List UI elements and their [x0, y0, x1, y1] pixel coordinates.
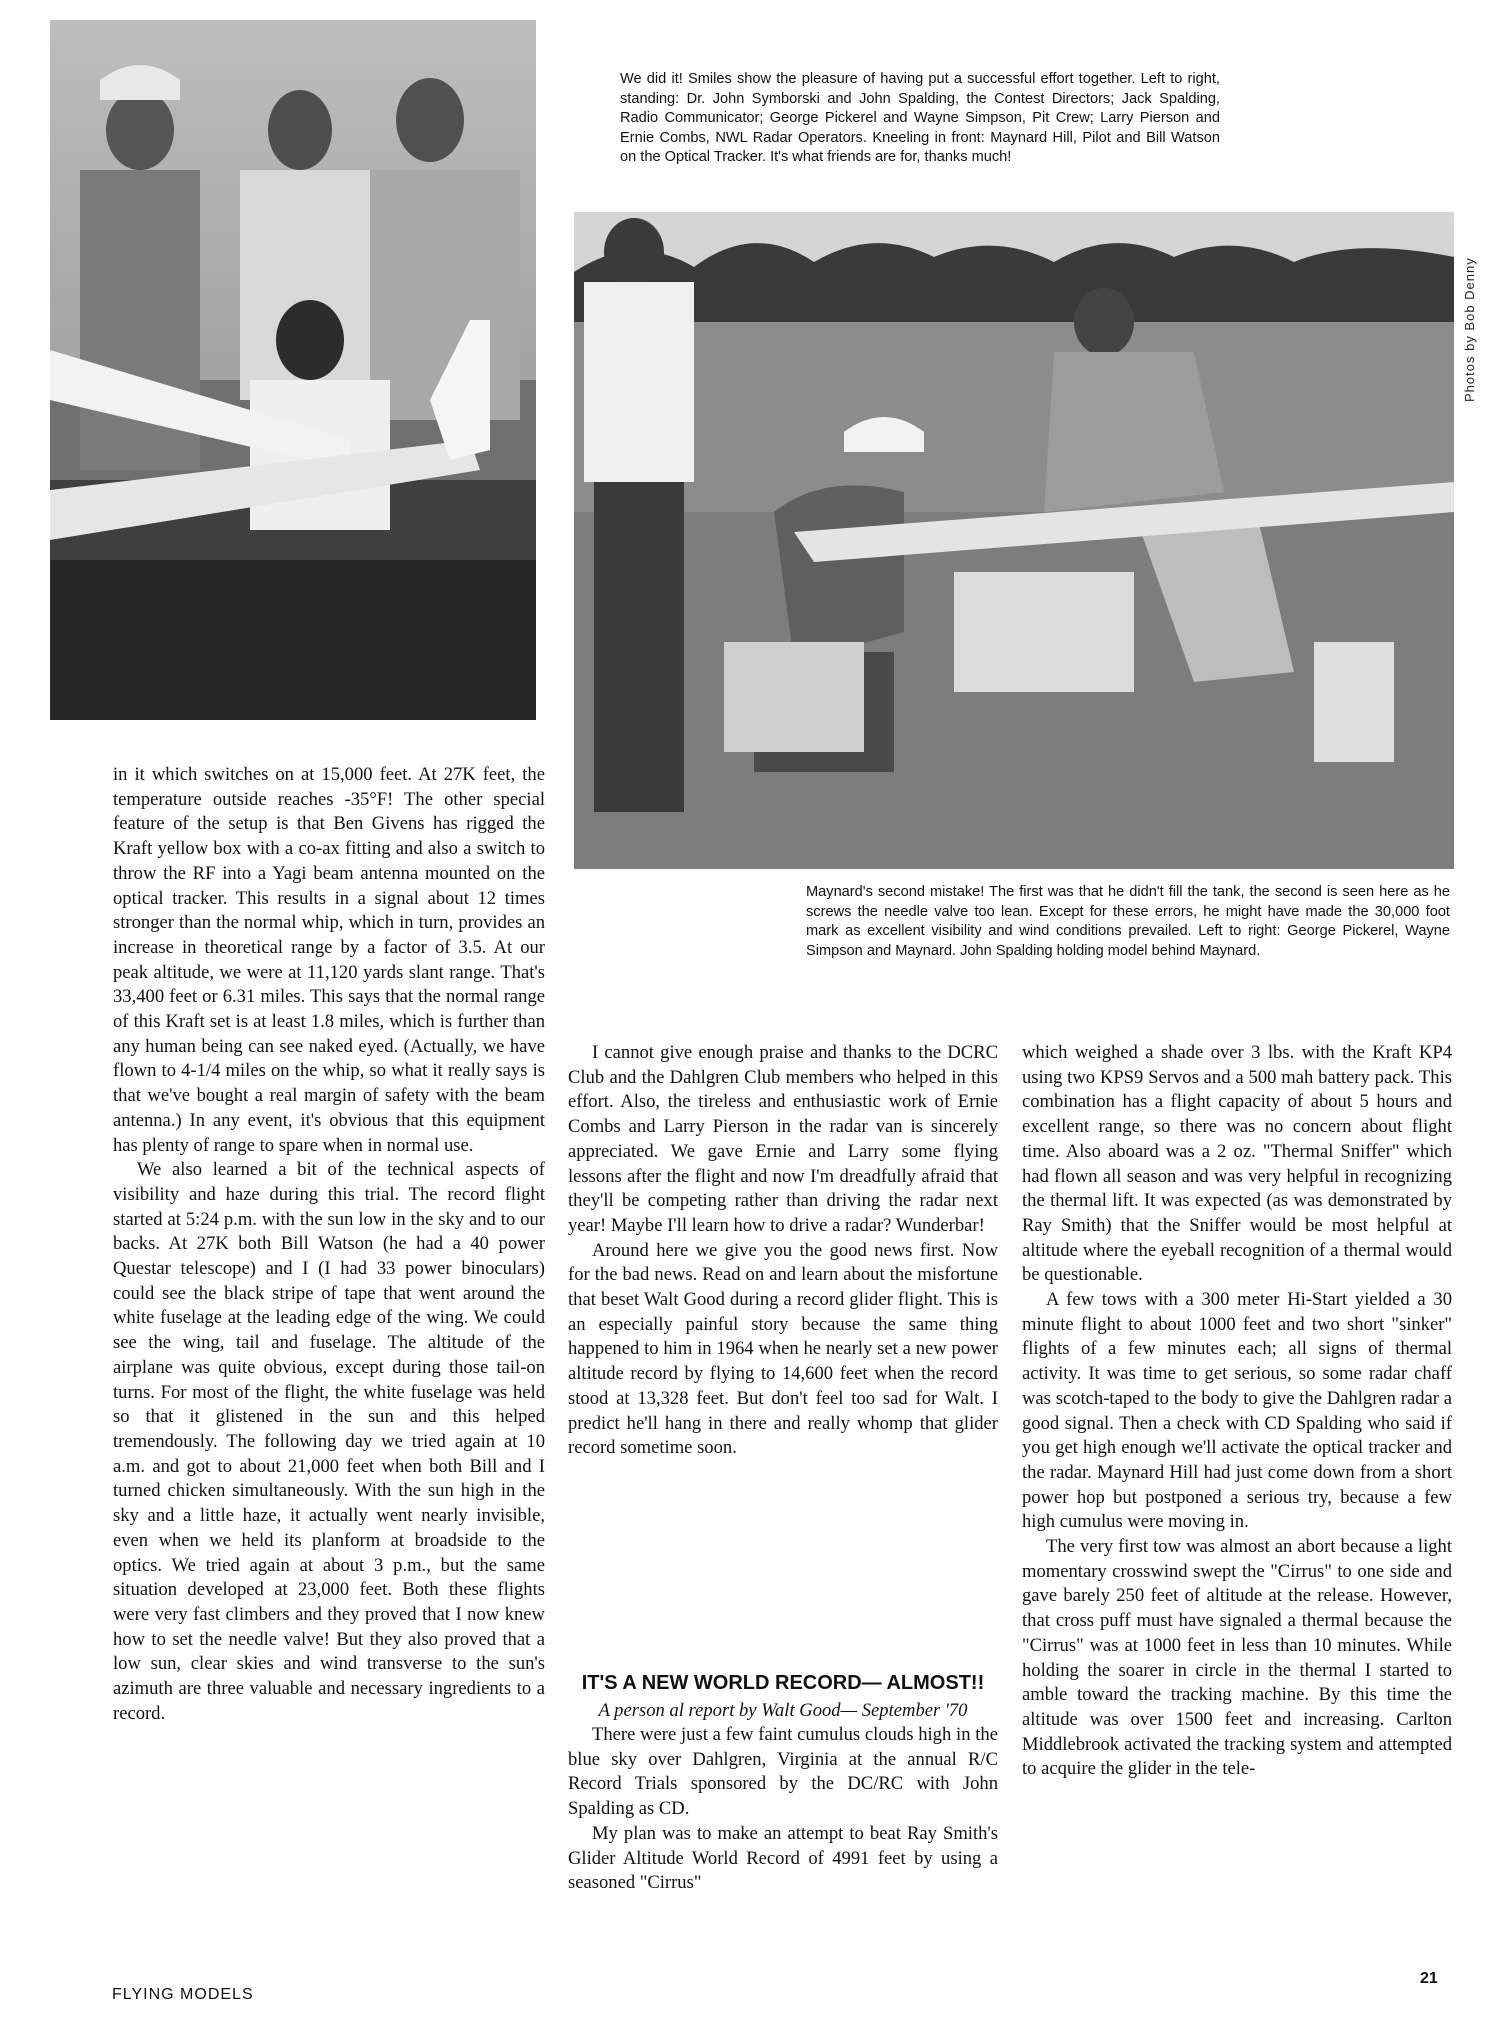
photo-group-with-model — [50, 20, 536, 720]
caption-group-photo: We did it! Smiles show the pleasure of having put a successful effort together. Left to right, standing: Dr. John Symborski and John Spalding, the Contest Directors; Jack Spalding, Radio Communicator; George Pickerel and Wayne Simpson, Pit Crew; Larry Pierson and Ernie Combs, NWL Radar Operators. Kneeling in front: Maynard Hill, Pilot and Bill Watson on the Optical Tracker. It's what friends are for, thanks much! — [620, 71, 1220, 165]
photo-runway-image — [574, 212, 1454, 869]
paragraph: My plan was to make an attempt to beat Ray Smith's Glider Altitude World Record of 4991 feet by using a seasoned "Cirrus" — [568, 1822, 998, 1894]
magazine-name: FLYING MODELS — [112, 1986, 254, 2003]
article-column-middle — [568, 1041, 998, 1461]
photo-group-image — [50, 20, 536, 720]
article-walt-good — [568, 1672, 998, 1896]
paragraph: which weighed a shade over 3 lbs. with the Kraft KP4 using two KPS9 Servos and a 500 mah battery pack. This combination has a flight capacity of about 5 hours and excellent range, so there was no concern about flight time. Also aboard was a 2 oz. "Thermal Sniffer" which had flown all season and was very helpful in recognizing the thermal lift. It was expected (as was demonstrated by Ray Smith) that the Sniffer would be most helpful at altitude where the eyeball recognition of a thermal would be questionable. — [1022, 1042, 1452, 1286]
article-column-left — [113, 763, 545, 1726]
paragraph: Around here we give you the good news first. Now for the bad news. Read on and learn about the misfortune that beset Walt Good during a record glider flight. This is an especially painful story because the same thing happened to him in 1964 when he nearly set a new power altitude record by flying to 14,600 feet when the record stood at 13,328 feet. But don't feel too sad for Walt. I predict he'll hang in there and really whomp that glider record sometime soon. — [568, 1239, 998, 1459]
paragraph: A few tows with a 300 meter Hi-Start yielded a 30 minute flight to about 1000 feet and two short "sinker" flights of a few minutes each; all signs of thermal activity. It was time to get serious, so some radar chaff was scotch-taped to the body to give the Dahlgren radar a good signal. Then a check with CD Spalding who said if you get high enough we'll activate the optical tracker and the radar. Maynard Hill had just come down from a short power hop but postponed a serious try, because a few high cumulus were moving in. — [1022, 1289, 1452, 1533]
photo-runway-needle-valve — [574, 212, 1454, 869]
paragraph: We also learned a bit of the technical aspects of visibility and haze during this trial. The record flight started at 5:24 p.m. with the sun low in the sky and to our backs. At 27K both Bill Watson (he had a 40 power Questar telescope) and I (I had 33 power binoculars) could see the black stripe of tape that went around the white fuselage at the leading edge of the wing. We could see the wing, tail and fuselage. The altitude of the airplane was quite obvious, except during those tail-on turns. For most of the flight, the white fuselage was held so that it glistened in the sun and this helped tremendously. The following day we tried again at 10 a.m. and got to about 21,000 feet when both Bill and I turned chicken simultaneously. With the sun high in the sky and a little haze, it actually went nearly invisible, even when we held its planform at broadside to the optics. We tried again at about 3 p.m., but the same situation developed at 23,000 feet. Both these flights were very fast climbers and they proved that I now knew how to set the needle valve! But they also proved that a low sun, clear skies and wind transverse to the sun's azimuth are three valuable and necessary ingredients to a record. — [113, 1159, 545, 1724]
page-number: 21 — [1420, 1970, 1438, 1987]
article-byline: A person al report by Walt Good— September '70 — [598, 1700, 968, 1721]
caption-runway-photo: Maynard's second mistake! The first was that he didn't fill the tank, the second is seen here as he screws the needle valve too lean. Except for these errors, he might have made the 30,000 foot mark as excellent visibility and wind conditions prevailed. Left to right: George Pickerel, Wayne Simpson and Maynard. John Spalding holding model behind Maynard. — [806, 884, 1450, 959]
photo-credit: Photos by Bob Denny — [1462, 257, 1477, 402]
paragraph: in it which switches on at 15,000 feet. At 27K feet, the temperature outside reaches -35°F! The other special feature of the setup is that Ben Givens has rigged the Kraft yellow box with a co-ax fitting and also a switch to throw the RF into a Yagi beam antenna mounted on the optical tracker. This results in a signal about 12 times stronger than the normal whip, which in turn, provides an increase in theoretical range by a factor of 3.5. At our peak altitude, we were at 11,120 yards slant range. That's 33,400 feet or 6.31 miles. This says that the normal range of this Kraft set is at least 1.8 miles, which is further than any human being can see naked eyed. (Actually, we have flown to 4-1/4 miles on the whip, so what it really says is that we've bought a real margin of safety with the beam antenna.) In any event, it's obvious that this equipment has plenty of range to spare when in normal use. — [113, 764, 545, 1156]
paragraph: I cannot give enough praise and thanks to the DCRC Club and the Dahlgren Club members who helped in this effort. Also, the tireless and enthusiastic work of Ernie Combs and Larry Pierson in the radar van is sincerely appreciated. We gave Ernie and Larry some flying lessons after the flight and now I'm dreadfully afraid that they'll be competing rather than driving the radar next year! Maybe I'll learn how to drive a radar? Wunderbar! — [568, 1042, 998, 1236]
article-column-right — [1022, 1041, 1452, 1782]
article-heading: IT'S A NEW WORLD RECORD— ALMOST!! — [581, 1672, 985, 1694]
paragraph: The very first tow was almost an abort because a light momentary crosswind swept the "Cirrus" to one side and gave barely 250 feet of altitude at the release. However, that cross puff must have signaled a thermal because the "Cirrus" was at 1000 feet in less than 10 minutes. While holding the soarer in circle in the thermal I started to amble toward the tracking machine. By this time the altitude was over 1500 feet and increasing. Carlton Middlebrook activated the tracking system and attempted to acquire the glider in the tele- — [1022, 1536, 1452, 1780]
paragraph: There were just a few faint cumulus clouds high in the blue sky over Dahlgren, Virginia at the annual R/C Record Trials sponsored by the DC/RC with John Spalding as CD. — [568, 1724, 998, 1820]
